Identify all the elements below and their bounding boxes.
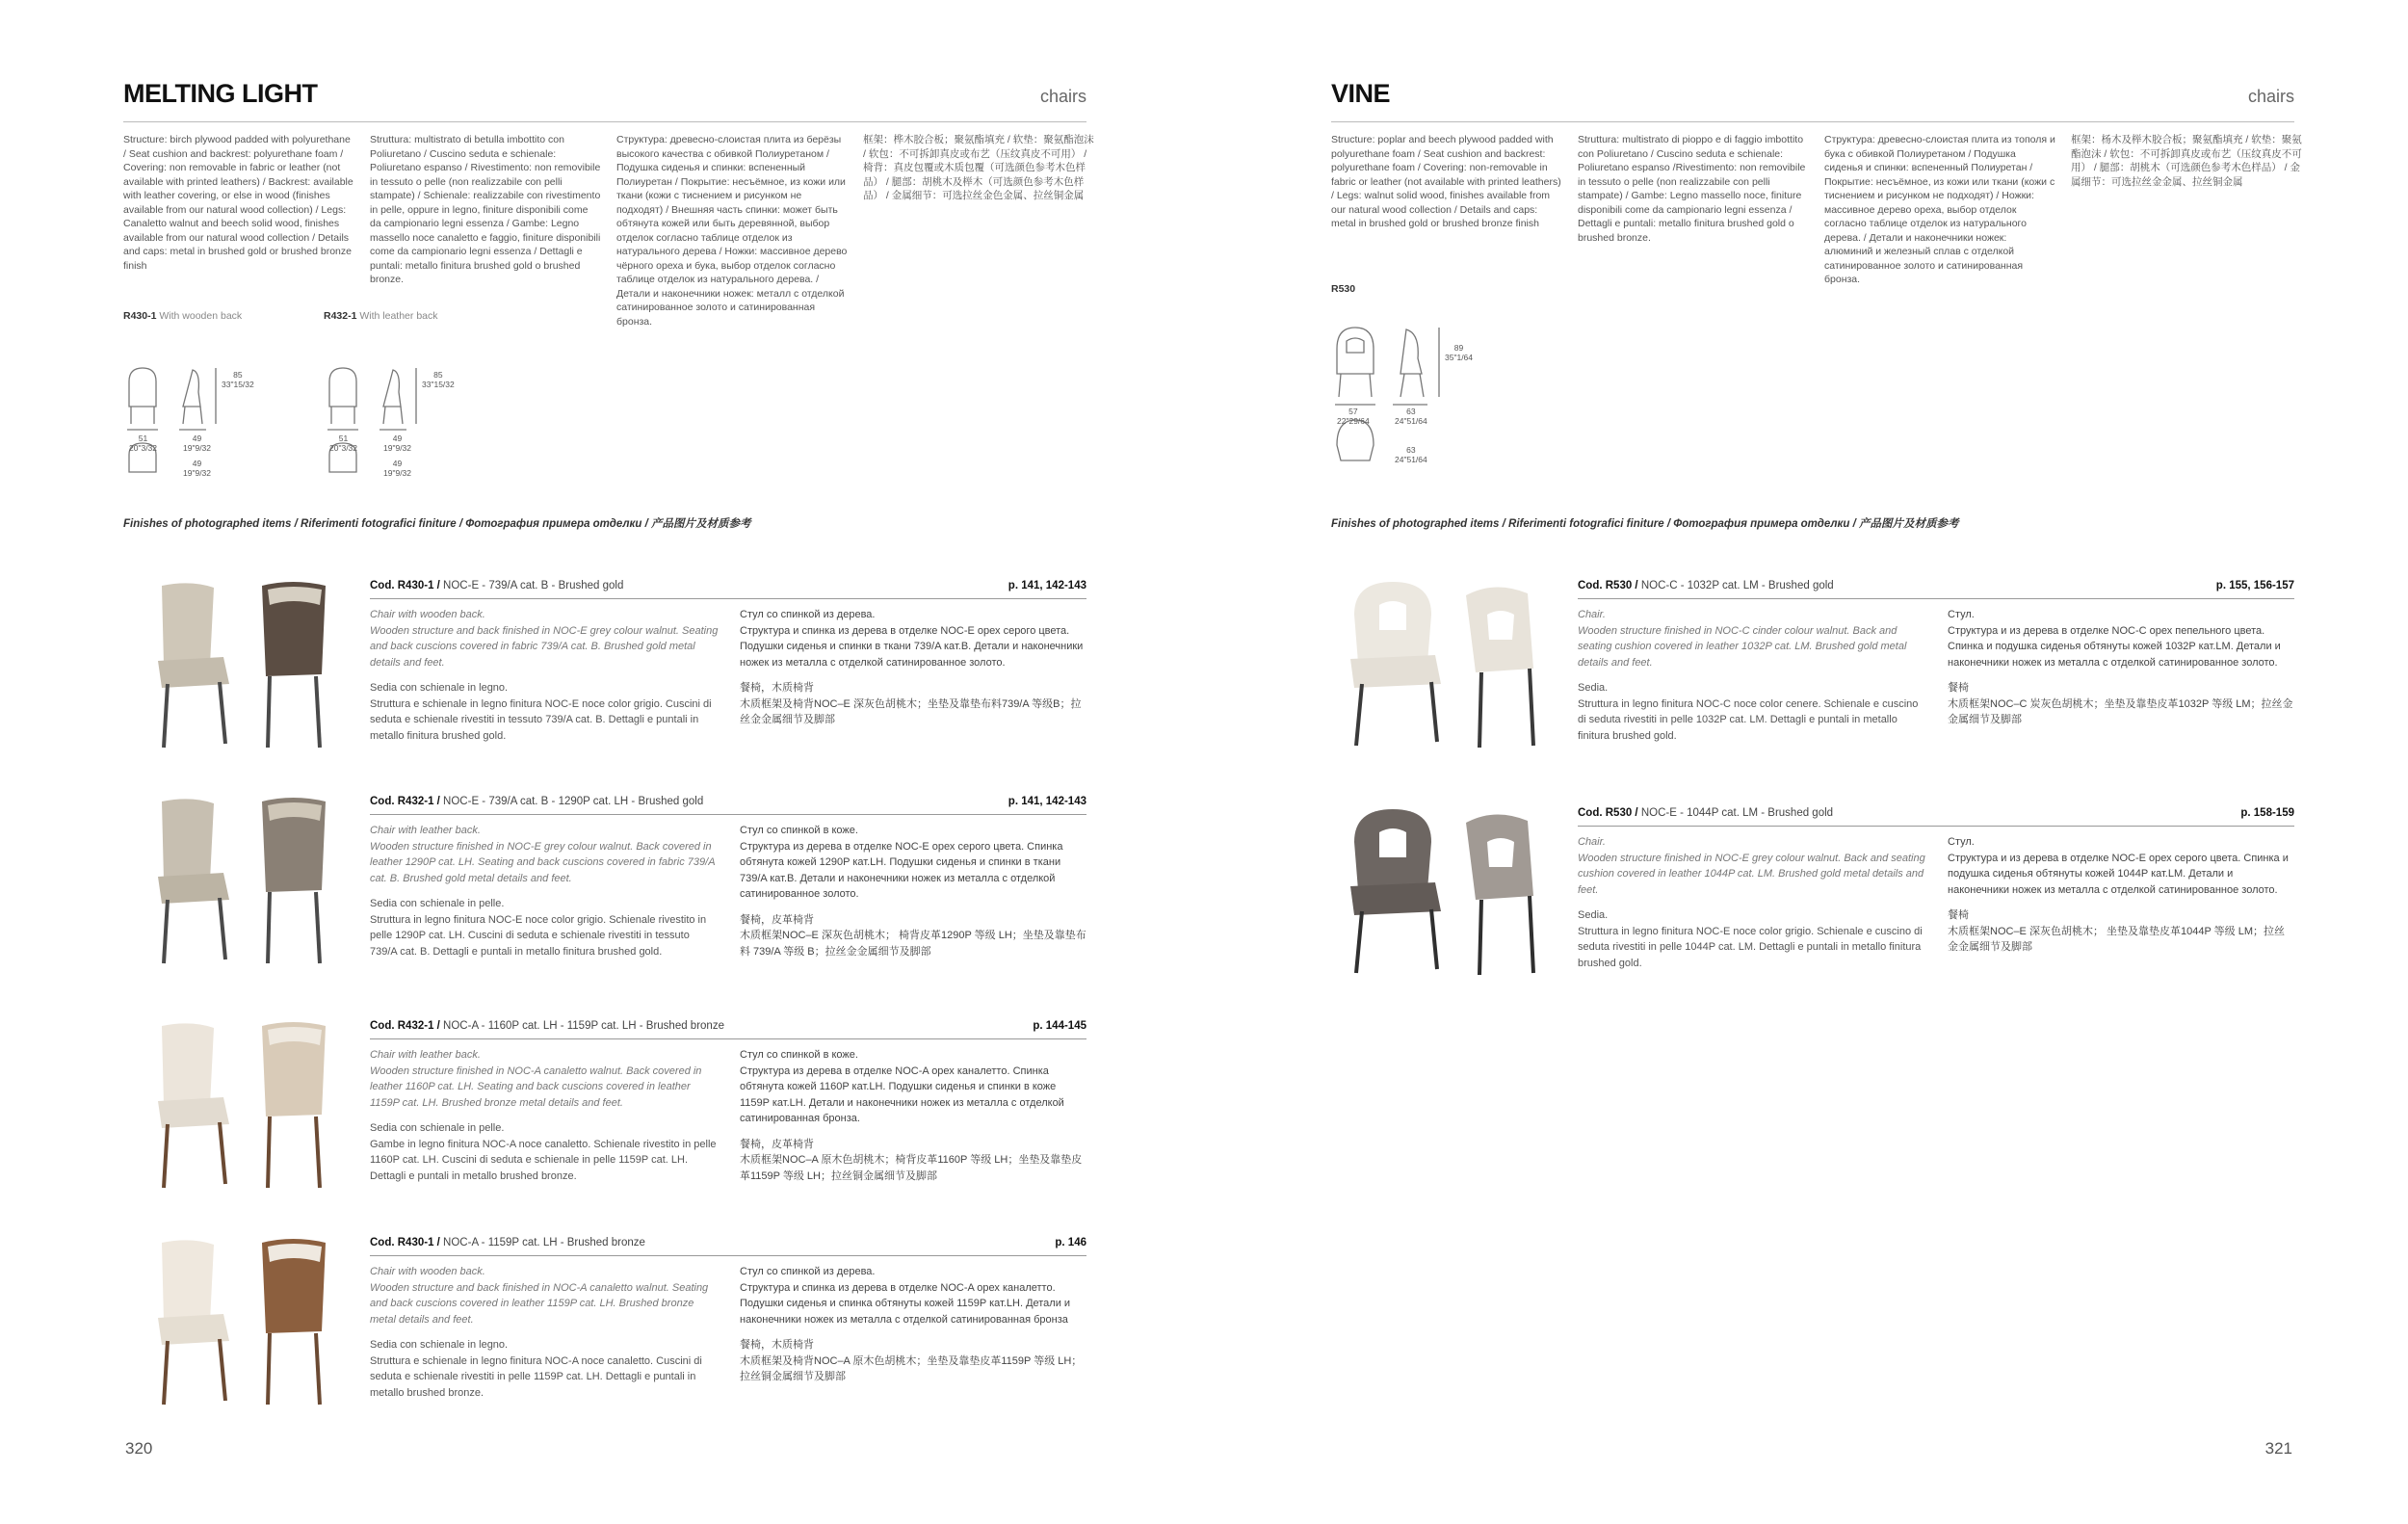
model-code: R530 — [1331, 283, 1356, 295]
depth-value: 63 24"51/64 — [1395, 407, 1427, 426]
item-desc-en-it: Chair with wooden back. Wooden structure and back finished in NOC-A canaletto walnut. Seating and back cuscions covered in leather 1159P cat. LH. Brushed bronze metal details and feet. Sedia con schienale in legno. Struttura e schienale in legno finitura NOC-A noce canaletto. Cuscini di seduta e schienale rivestiti in pelle 1159P cat. LH. Dettagli e puntali in metallo brushed bronze. — [370, 1266, 709, 1399]
height-value: 85 33"15/32 — [422, 370, 455, 389]
product-item — [1331, 576, 2294, 769]
model-code: R430-1 — [123, 310, 157, 322]
item-desc-ru-zh: Стул со спинкой в коже. Структура из дерева в отделке NOC-A орех каналетто. Спинка обтянута кожей 1160P кат.LH. Подушки сиденья и спинки в коже 1159P кат.LH. Детали и наконечники ножек из металла с отделкой сатинированная бронза. 餐椅，皮革椅背 木质框架NOC–A 原木色胡桃木；椅背皮革1160P 等级 LH；坐垫及靠垫皮革1159P 等级 LH；拉丝铜金属细节及脚部 — [740, 1049, 1083, 1182]
left-page — [123, 0, 1094, 1524]
item-desc-en-it: Chair. Wooden structure finished in NOC-C cinder colour walnut. Back and seating cushion covered in leather 1032P cat. LM. Brushed gold metal details and feet. Sedia. Struttura in legno finitura NOC-C noce color cenere. Schienale e cuscino di seduta rivestiti in pelle 1032P cat. LM. Dettagli e puntali in metallo finitura brushed gold. — [1578, 609, 1919, 742]
chair-photo — [1331, 576, 1562, 749]
model-description: With wooden back — [159, 310, 243, 322]
product-item — [123, 1016, 1086, 1209]
seat-value: 49 19"9/32 — [183, 459, 212, 478]
item-desc-ru-zh: Стул. Структура и из дерева в отделке NOC-C орех пепельного цвета. Спинка и подушка сиденья обтянуты кожей 1032P кат.LM. Детали и наконечники ножек из металла с отделкой сатинированное золото. 餐椅 木质框架NOC–C 炭灰色胡桃木；坐垫及靠垫皮革1032P 等级 LM；拉丝金金属细节及脚部 — [1948, 609, 2293, 725]
spec-chinese: 框架：杨木及榉木胶合板；聚氨酯填充 / 软垫：聚氨酯泡沫 / 软包：不可拆卸真皮或布艺（压纹真皮不可用） / 腿部：胡桃木（可选颜色参考木色样品） / 金属细节：可选拉丝金金属、拉丝铜金属 — [2071, 134, 2302, 188]
item-desc-ru-zh: Стул. Структура и из дерева в отделке NOC-E орех серого цвета. Спинка и подушка сиденья обтянуты кожей 1044P кат.LM. Детали и наконечники ножек из металла с отделкой сатинированное золото. 餐椅 木质框架NOC–E 深灰色胡桃木； 坐垫及靠垫皮革1044P 等级 LM；拉丝金金属细节及脚部 — [1948, 836, 2289, 953]
page-title: MELTING LIGHT — [123, 79, 318, 108]
page-number: 321 — [2264, 1439, 2292, 1458]
item-desc-en-it: Chair. Wooden structure finished in NOC-E grey colour walnut. Back and seating cushion covered in leather 1044P cat. LM. Brushed gold metal details and feet. Sedia. Struttura in legno finitura NOC-E noce color grigio. Schienale e cuscino di seduta rivestiti in pelle 1044P cat. LM. Dettagli e puntali in metallo finitura brushed gold. — [1578, 836, 1925, 969]
product-item — [1331, 803, 2294, 996]
item-desc-ru-zh: Стул со спинкой в коже. Структура из дерева в отделке NOC-E орех серого цвета. Спинка обтянута кожей 1290P кат.LH. Подушки сиденья и спинки в ткани 739/A кат.B. Детали и наконечники ножек из металла с отделкой сатинированное золото. 餐椅，皮革椅背 木质框架NOC–E 深灰色胡桃木； 椅背皮革1290P 等级 LH；坐垫及靠垫布料 739/A 等级 B；拉丝金金属细节及脚部 — [740, 825, 1086, 958]
item-pages: p. 158-159 — [2240, 807, 2294, 819]
item-pages: p. 141, 142-143 — [1008, 796, 1086, 807]
spec-italian: Struttura: multistrato di betulla imbottito con Poliuretano / Cuscino seduta e schienale: Poliuretano espanso / Rivestimento: non removibile in tessuto o pelle (non realizzabile con pelli stampate) / Schienale: realizzabile con rivestimento in pelle, oppure in legno, finiture disponibili come da campionario legni essenza / Gambe: Legno massello noce canaletto e faggio, finiture disponibili come da campionario legni essenza / Dettagli e puntali: metallo finitura brushed gold o brushed bronze. — [370, 134, 601, 285]
seat-value: 49 19"9/32 — [383, 459, 412, 478]
item-header — [370, 792, 1086, 815]
item-code-line: Cod. R432-1 / NOC-E - 739/A cat. B - 1290P cat. LH - Brushed gold — [370, 796, 704, 807]
height-value: 89 35"1/64 — [1445, 343, 1474, 362]
seat-value: 63 24"51/64 — [1395, 445, 1427, 464]
model-label — [1331, 283, 1355, 295]
width-value: 57 22"29/64 — [1337, 407, 1370, 426]
header-rule — [1331, 121, 2294, 122]
spec-chinese: 框架：桦木胶合板；聚氨酯填充 / 软垫：聚氨酯泡沫 / 软包：不可拆卸真皮或布艺（压纹真皮不可用） / 椅背：真皮包覆或木质包覆（可选颜色参考木色样品） / 腿部：胡桃木及榉木（可选颜色参考木色样品） / 金属细节：可选拉丝金色金属、拉丝铜金属 — [863, 134, 1094, 201]
model-label — [324, 310, 438, 322]
chair-photo — [123, 792, 354, 965]
model-code: R432-1 — [324, 310, 357, 322]
chair-photo — [123, 1233, 354, 1406]
spec-row — [1331, 133, 2302, 285]
item-code-line: Cod. R530 / NOC-E - 1044P cat. LM - Brushed gold — [1578, 807, 1834, 819]
finishes-heading: Finishes of photographed items / Riferimenti fotografici finiture / Фотография примера отделки / 产品图片及材质参考 — [1331, 518, 1959, 530]
item-header — [370, 576, 1086, 599]
product-item — [123, 1233, 1086, 1426]
chair-photo — [1331, 803, 1562, 977]
page-number: 320 — [125, 1439, 153, 1458]
width-value: 51 20"3/32 — [329, 434, 358, 453]
chair-photo — [123, 576, 354, 749]
height-value: 85 33"15/32 — [222, 370, 254, 389]
spec-italian: Struttura: multistrato di pioppo e di faggio imbottito con Poliuretano / Cuscino seduta e schienale: Poliuretano espanso /Rivestimento: non removibile in tessuto o pelle (non realizzabile con pelli stampate) / Gambe: Legno massello noce, finiture disponibili come da campionario legni essenza / Dettagli e puntali: metallo finitura brushed gold o brushed bronze. — [1578, 134, 1806, 244]
item-pages: p. 146 — [1055, 1237, 1086, 1248]
model-label — [123, 310, 242, 322]
spec-english: Structure: poplar and beech plywood padded with polyurethane foam / Seat cushion and backrest: polyurethane foam / Covering: non-removable in fabric or leather (not available with printed leathers) / Legs: walnut solid wood, finishes available from our natural wood collection / Details and caps: metal in brushed gold or brushed bronze finish — [1331, 134, 1561, 229]
item-pages: p. 141, 142-143 — [1008, 580, 1086, 591]
item-header — [1578, 576, 2294, 599]
spec-russian: Структура: древесно-слоистая плита из тополя и бука с обивкой Полиуретаном / Подушка сиденья и спинки: вспененный Полиуретан / Покрытие: несъёмное, из кожи или ткани (кожи с тиснением и рисунком не подходят) / Ножки: массивное дерево ореха, выбор отделок согласно таблице отделок из натурального дерева. / Детали и наконечники ножек: алюминий и железный сплав с отделкой сатинированное золото и сатинированная бронза. — [1824, 134, 2055, 285]
depth-value: 49 19"9/32 — [383, 434, 412, 453]
item-pages: p. 144-145 — [1033, 1020, 1086, 1032]
dimension-block-r430 — [123, 310, 316, 503]
chair-photo — [123, 1016, 354, 1190]
finishes-heading: Finishes of photographed items / Riferimenti fotografici finiture / Фотография примера отделки / 产品图片及材质参考 — [123, 518, 751, 530]
item-code-line: Cod. R530 / NOC-C - 1032P cat. LM - Brushed gold — [1578, 580, 1834, 591]
item-pages: p. 155, 156-157 — [2215, 580, 2294, 591]
page-title: VINE — [1331, 79, 1391, 108]
right-page — [1331, 0, 2302, 1524]
header-rule — [123, 121, 1086, 122]
model-description: With leather back — [359, 310, 438, 322]
item-header — [370, 1016, 1086, 1039]
section-label: chairs — [2247, 87, 2294, 106]
item-desc-en-it: Chair with leather back. Wooden structure finished in NOC-E grey colour walnut. Back covered in leather 1290P cat. LH. Seating and back cuscions covered in fabric 739/A cat. B. Brushed gold metal details and feet. Sedia con schienale in pelle. Struttura in legno finitura NOC-E noce color grigio. Schienale rivestito in pelle 1290P cat. LH. Cuscini di seduta e schienale rivestiti in tessuto 739/A cat. B. Dettagli e puntali in metallo finitura brushed gold. — [370, 825, 716, 958]
spec-english: Structure: birch plywood padded with polyurethane / Seat cushion and backrest: polyurethane foam / Covering: non removable in fabric or leather (not available with printed leathers) / Backrest: available with leather covering, or else in wood (finishes available from our natural wood collection) / Legs: Canaletto walnut and beech solid wood, finishes available from our natural wood collection / Details and caps: metal in brushed gold or brushed bronze finish — [123, 134, 353, 272]
item-code-line: Cod. R430-1 / NOC-E - 739/A cat. B - Brushed gold — [370, 580, 624, 591]
section-label: chairs — [1039, 87, 1086, 106]
product-item — [123, 792, 1086, 985]
item-desc-ru-zh: Стул со спинкой из дерева. Структура и спинка из дерева в отделке NOC-A орех каналетто. Подушки сиденья и спинка обтянуты кожей 1159P кат.LH. Детали и наконечники ножек из металла с отделкой сатинированная бронза 餐椅，木质椅背 木质框架及椅背NOC–A 原木色胡桃木；坐垫及靠垫皮革1159P 等级 LH；拉丝铜金属细节及脚部 — [740, 1266, 1083, 1382]
product-item — [123, 576, 1086, 769]
item-header — [370, 1233, 1086, 1256]
item-desc-en-it: Chair with leather back. Wooden structure finished in NOC-A canaletto walnut. Back covered in leather 1160P cat. LH. Seating and back cuscions covered in leather 1159P cat. LH. Brushed bronze metal details and feet. Sedia con schienale in pelle. Gambe in legno finitura NOC-A noce canaletto. Schienale rivestito in pelle 1160P cat. LH. Cuscini di seduta e schienale in pelle 1159P cat. LH. Dettagli e puntali in metallo brushed bronze. — [370, 1049, 717, 1182]
item-desc-ru-zh: Стул со спинкой из дерева. Структура и спинка из дерева в отделке NOC-E орех серого цвета. Подушки сиденья и спинки в ткани 739/A кат.B. Детали и наконечники ножек из металла с отделкой сатинированное золото. 餐椅，木质椅背 木质框架及椅背NOC–E 深灰色胡桃木；坐垫及靠垫布料739/A 等级B；拉丝金金属细节及脚部 — [740, 609, 1084, 725]
depth-value: 49 19"9/32 — [183, 434, 212, 453]
width-value: 51 20"3/32 — [129, 434, 158, 453]
item-desc-en-it: Chair with wooden back. Wooden structure and back finished in NOC-E grey colour walnut. Seating and back cuscions covered in fabric 739/A cat. B. Brushed gold metal details and feet. Sedia con schienale in legno. Struttura e schienale in legno finitura NOC-E noce color grigio. Cuscini di seduta e schienale rivestiti in tessuto 739/A cat. B. Dettagli e puntali in metallo finitura brushed gold. — [370, 609, 719, 742]
spec-russian: Структура: древесно-слоистая плита из берёзы высокого качества с обивкой Полиуретаном / Подушка сиденья и спинки: вспененный Полиуретан / Покрытие: несъёмное, из кожи или ткани (кожи с тиснением и рисунком не подходят) / Внешняя часть спинки: может быть обтянута кожей или быть деревянной, выбор отделок согласно таблице отделок из натурального дерева / Ножки: массивное дерево чёрного ореха и бука, выбор отделок согласно таблице отделок из натурального дерева. / Детали и наконечники ножек: металл с отделкой сатинированное золото и сатинированная бронза. — [616, 134, 848, 328]
item-code-line: Cod. R430-1 / NOC-A - 1159P cat. LH - Brushed bronze — [370, 1237, 645, 1248]
dimension-block-r432 — [324, 310, 516, 503]
dimension-block-r530 — [1331, 283, 1543, 495]
item-header — [1578, 803, 2294, 827]
item-code-line: Cod. R432-1 / NOC-A - 1160P cat. LH - 1159P cat. LH - Brushed bronze — [370, 1020, 724, 1032]
